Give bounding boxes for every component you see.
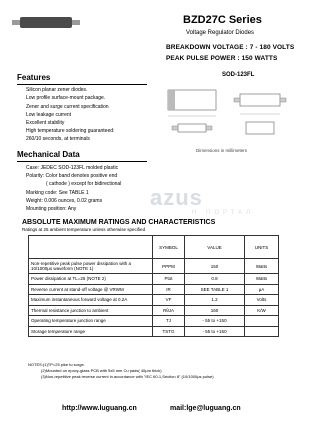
features-divider bbox=[17, 84, 147, 85]
peak-pulse-power-spec: PEAK PULSE POWER : 150 WATTS bbox=[166, 55, 278, 62]
value-cell: - 55 to +150 bbox=[185, 326, 245, 337]
mechanical-heading: Mechanical Data bbox=[17, 150, 80, 159]
param-cell: Non-repetitive peak pulse power dissipation with a 10/1000μs waveform (NOTE 1) bbox=[29, 259, 153, 274]
ratings-title: ABSOLUTE MAXIMUM RATINGS AND CHARACTERISTICS bbox=[22, 219, 216, 226]
table-row bbox=[29, 305, 279, 316]
mechanical-item: Polarity: Color band denotes positive end bbox=[26, 173, 118, 179]
param-cell: Thermal resistance junction to ambient bbox=[29, 305, 153, 316]
email-link[interactable]: mail:lge@luguang.cn bbox=[170, 405, 241, 412]
table-row bbox=[29, 284, 279, 295]
unit-cell: K/W bbox=[245, 305, 279, 316]
symbol-cell: VF bbox=[153, 295, 185, 306]
unit-cell: Volts bbox=[245, 295, 279, 306]
symbol-cell: PPPM bbox=[153, 259, 185, 274]
feature-item: High temperature soldering guaranteed: bbox=[26, 128, 115, 134]
header-cell: VALUE bbox=[185, 236, 245, 259]
value-cell: 160 bbox=[185, 305, 245, 316]
value-cell: 150 bbox=[185, 259, 245, 274]
watermark-subtext: Н ПОРТАЛ bbox=[192, 210, 255, 216]
mechanical-item: Mounting position: Any bbox=[26, 206, 77, 212]
dimension-note: Dimensions in millimeters bbox=[196, 148, 248, 153]
mechanical-item: Weight: 0.006 ounces, 0.02 grams bbox=[26, 198, 103, 204]
package-photo bbox=[20, 17, 72, 28]
table-note-item: (2)Mounted on epoxy-glass PCB with 5x5 mm Cu pads( 40μm thick) bbox=[41, 368, 162, 373]
mechanical-item: Case: JEDEC SOD-123FL molded plastic bbox=[26, 165, 119, 171]
website-link[interactable]: http://www.luguang.cn bbox=[62, 405, 137, 412]
package-label: SOD-123FL bbox=[222, 72, 255, 78]
table-row bbox=[29, 316, 279, 327]
unit-cell bbox=[245, 326, 279, 337]
features-heading: Features bbox=[17, 73, 51, 82]
mechanical-item: Marking code: See TABLE 1 bbox=[26, 190, 89, 196]
unit-cell: μA bbox=[245, 284, 279, 295]
mechanical-item: ( cathode ) except for bidirectional bbox=[46, 181, 122, 187]
breakdown-voltage-spec: BREAKDOWN VOLTAGE : 7 - 180 VOLTS bbox=[166, 44, 295, 51]
page-subtitle: Voltage Regulator Diodes bbox=[186, 30, 255, 36]
param-cell: Reverse current at stand-off voltage @ VRWM bbox=[29, 284, 153, 295]
symbol-cell: RθJA bbox=[153, 305, 185, 316]
value-cell: 1.2 bbox=[185, 295, 245, 306]
unit-cell: Watts bbox=[245, 259, 279, 274]
feature-item: 260/10 seconds, at terminals bbox=[26, 136, 90, 142]
feature-item: Low leakage current bbox=[26, 112, 72, 118]
unit-cell bbox=[245, 316, 279, 327]
table-header-row bbox=[29, 236, 279, 259]
param-cell: Storage temperature range bbox=[29, 326, 153, 337]
table-row bbox=[29, 274, 279, 285]
feature-item: Excellent stability bbox=[26, 120, 65, 126]
feature-item: Silicon planar zener diodes. bbox=[26, 87, 88, 93]
header-cell: SYMBOL bbox=[153, 236, 185, 259]
header-cell bbox=[29, 236, 153, 259]
symbol-cell: Ptot bbox=[153, 274, 185, 285]
package-dimension-drawing bbox=[160, 84, 290, 144]
table-note-item: (3)Non-repetitive peak reverse current in accordance with "IEC 60-1,Section 8" (10/1000μs pulse) bbox=[41, 374, 214, 379]
param-cell: Operating temperature junction range bbox=[29, 316, 153, 327]
watermark-logo: azus bbox=[150, 185, 203, 210]
table-row bbox=[29, 295, 279, 306]
page-title: BZD27C Series bbox=[183, 14, 262, 26]
feature-item: Zener and surge current specification bbox=[26, 104, 109, 110]
header-cell: UNITS bbox=[245, 236, 279, 259]
param-cell: Power dissipation at TL=25 (NOTE 2) bbox=[29, 274, 153, 285]
value-cell: - 55 to +150 bbox=[185, 316, 245, 327]
param-cell: Maximum instantaneous forward voltage at 0.2A bbox=[29, 295, 153, 306]
value-cell: 0.8 bbox=[185, 274, 245, 285]
value-cell: SEE TABLE 1 bbox=[185, 284, 245, 295]
mechanical-divider bbox=[17, 161, 147, 162]
symbol-cell: TSTG bbox=[153, 326, 185, 337]
unit-cell: Watts bbox=[245, 274, 279, 285]
table-note-item: NOTES:(1)TP=25 pike to surge. bbox=[28, 362, 85, 367]
table-row bbox=[29, 326, 279, 337]
ratings-note: Ratings at 25 ambient temperature unless otherwise specified bbox=[22, 227, 146, 232]
symbol-cell: IR bbox=[153, 284, 185, 295]
feature-item: Low profile surface-mount package. bbox=[26, 95, 106, 101]
symbol-cell: TJ bbox=[153, 316, 185, 327]
ratings-table bbox=[28, 235, 279, 337]
table-row bbox=[29, 259, 279, 274]
